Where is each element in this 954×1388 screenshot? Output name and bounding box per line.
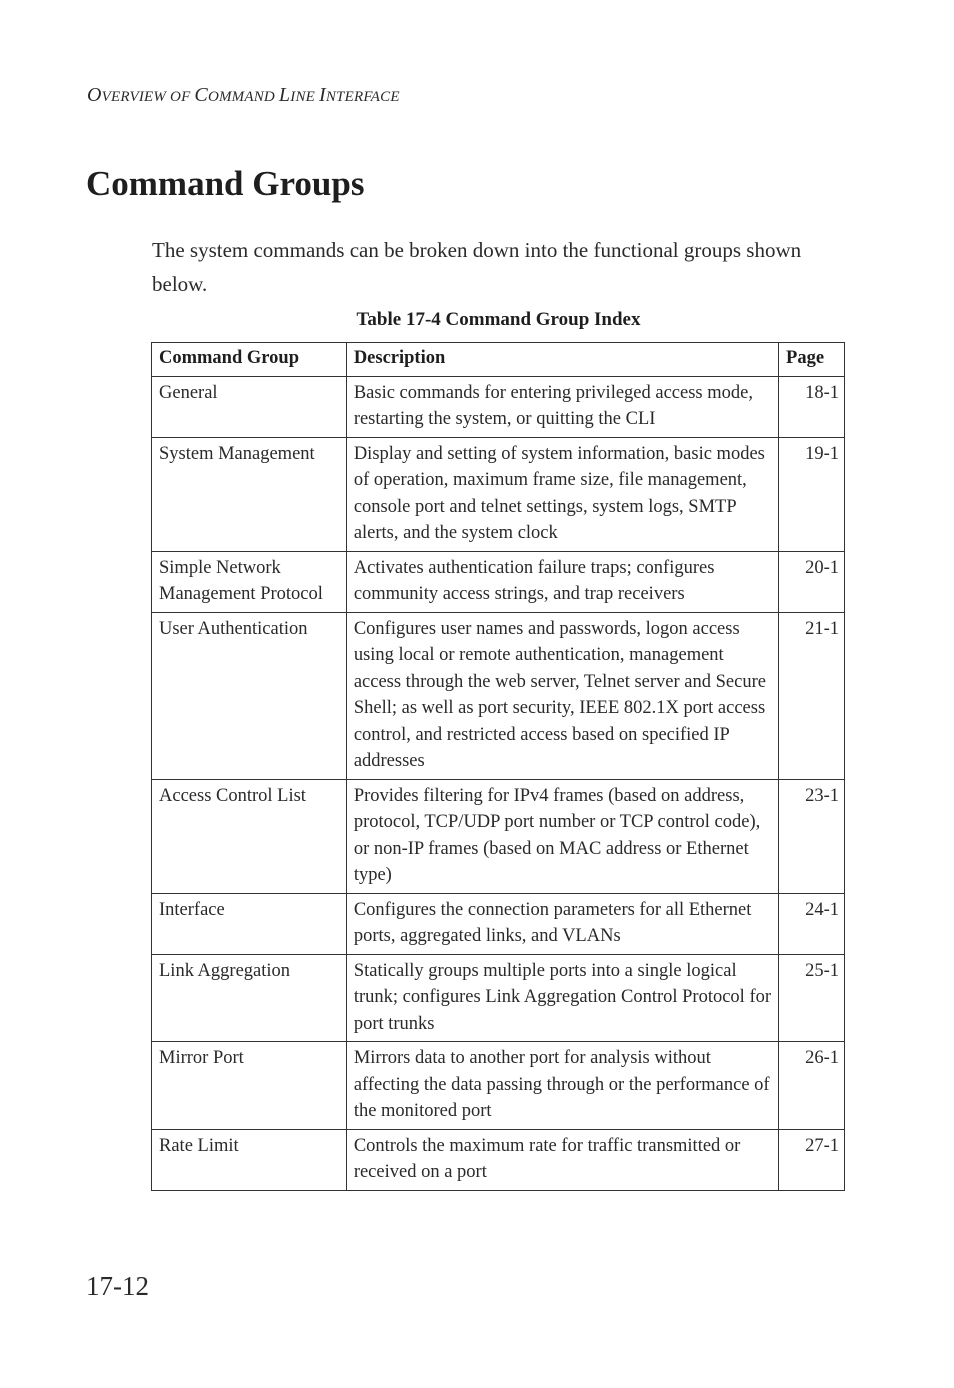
command-group-table	[151, 342, 845, 1191]
cell-description: Statically groups multiple ports into a single logical trunk; configures Link Aggregation Control Protocol for port trunks	[346, 954, 778, 1042]
page-number: 17-12	[86, 1271, 149, 1301]
intro-paragraph: The system commands can be broken down into the functional groups shown below.	[152, 238, 802, 296]
table-row	[152, 893, 845, 954]
cell-command-group: Access Control List	[152, 779, 347, 893]
cell-description: Configures user names and passwords, logon access using local or remote authentication, management access through the web server, Telnet server and Secure Shell; as well as port security, IEEE 802.1X port access control, and restricted access based on specified IP addresses	[346, 612, 778, 779]
column-header-command-group: Command Group	[152, 343, 347, 377]
cell-command-group: General	[152, 376, 347, 437]
cell-page: 26-1	[779, 1042, 845, 1130]
column-header-description: Description	[346, 343, 778, 377]
running-header-part: OVERVIEW OF	[87, 84, 195, 106]
cell-page: 27-1	[779, 1129, 845, 1190]
table-row	[152, 551, 845, 612]
table-header-row	[152, 343, 845, 377]
cell-command-group: System Management	[152, 437, 347, 551]
cell-description: Mirrors data to another port for analysis without affecting the data passing through or the performance of the monitored port	[346, 1042, 778, 1130]
cell-command-group: Interface	[152, 893, 347, 954]
cell-command-group: Rate Limit	[152, 1129, 347, 1190]
cell-description: Activates authentication failure traps; configures community access strings, and trap receivers	[346, 551, 778, 612]
cell-page: 18-1	[779, 376, 845, 437]
cell-description: Configures the connection parameters for all Ethernet ports, aggregated links, and VLANs	[346, 893, 778, 954]
cell-page: 25-1	[779, 954, 845, 1042]
cell-command-group: Link Aggregation	[152, 954, 347, 1042]
cell-description: Display and setting of system information, basic modes of operation, maximum frame size, file management, console port and telnet settings, system logs, SMTP alerts, and the system clock	[346, 437, 778, 551]
table-row	[152, 437, 845, 551]
running-header-part: COMMAND	[194, 84, 279, 106]
cell-page: 24-1	[779, 893, 845, 954]
cell-page: 19-1	[779, 437, 845, 551]
cell-description: Controls the maximum rate for traffic transmitted or received on a port	[346, 1129, 778, 1190]
cell-description: Provides filtering for IPv4 frames (based on address, protocol, TCP/UDP port number or TCP control code), or non-IP frames (based on MAC address or Ethernet type)	[346, 779, 778, 893]
table-row	[152, 779, 845, 893]
running-header-part: LINE	[278, 84, 319, 106]
cell-description: Basic commands for entering privileged access mode, restarting the system, or quitting the CLI	[346, 376, 778, 437]
cell-page: 20-1	[779, 551, 845, 612]
table-row	[152, 376, 845, 437]
cell-command-group: Simple Network Management Protocol	[152, 551, 347, 612]
table-caption: Table 17-4 Command Group Index	[356, 309, 641, 330]
table-row	[152, 612, 845, 779]
table-row	[152, 1042, 845, 1130]
column-header-page: Page	[779, 343, 845, 377]
cell-command-group: Mirror Port	[152, 1042, 347, 1130]
cell-page: 23-1	[779, 779, 845, 893]
cell-command-group: User Authentication	[152, 612, 347, 779]
running-header	[87, 84, 400, 107]
section-title: Command Groups	[86, 164, 365, 203]
cell-page: 21-1	[779, 612, 845, 779]
running-header-part: INTERFACE	[318, 84, 400, 106]
table-row	[152, 1129, 845, 1190]
table-row	[152, 954, 845, 1042]
